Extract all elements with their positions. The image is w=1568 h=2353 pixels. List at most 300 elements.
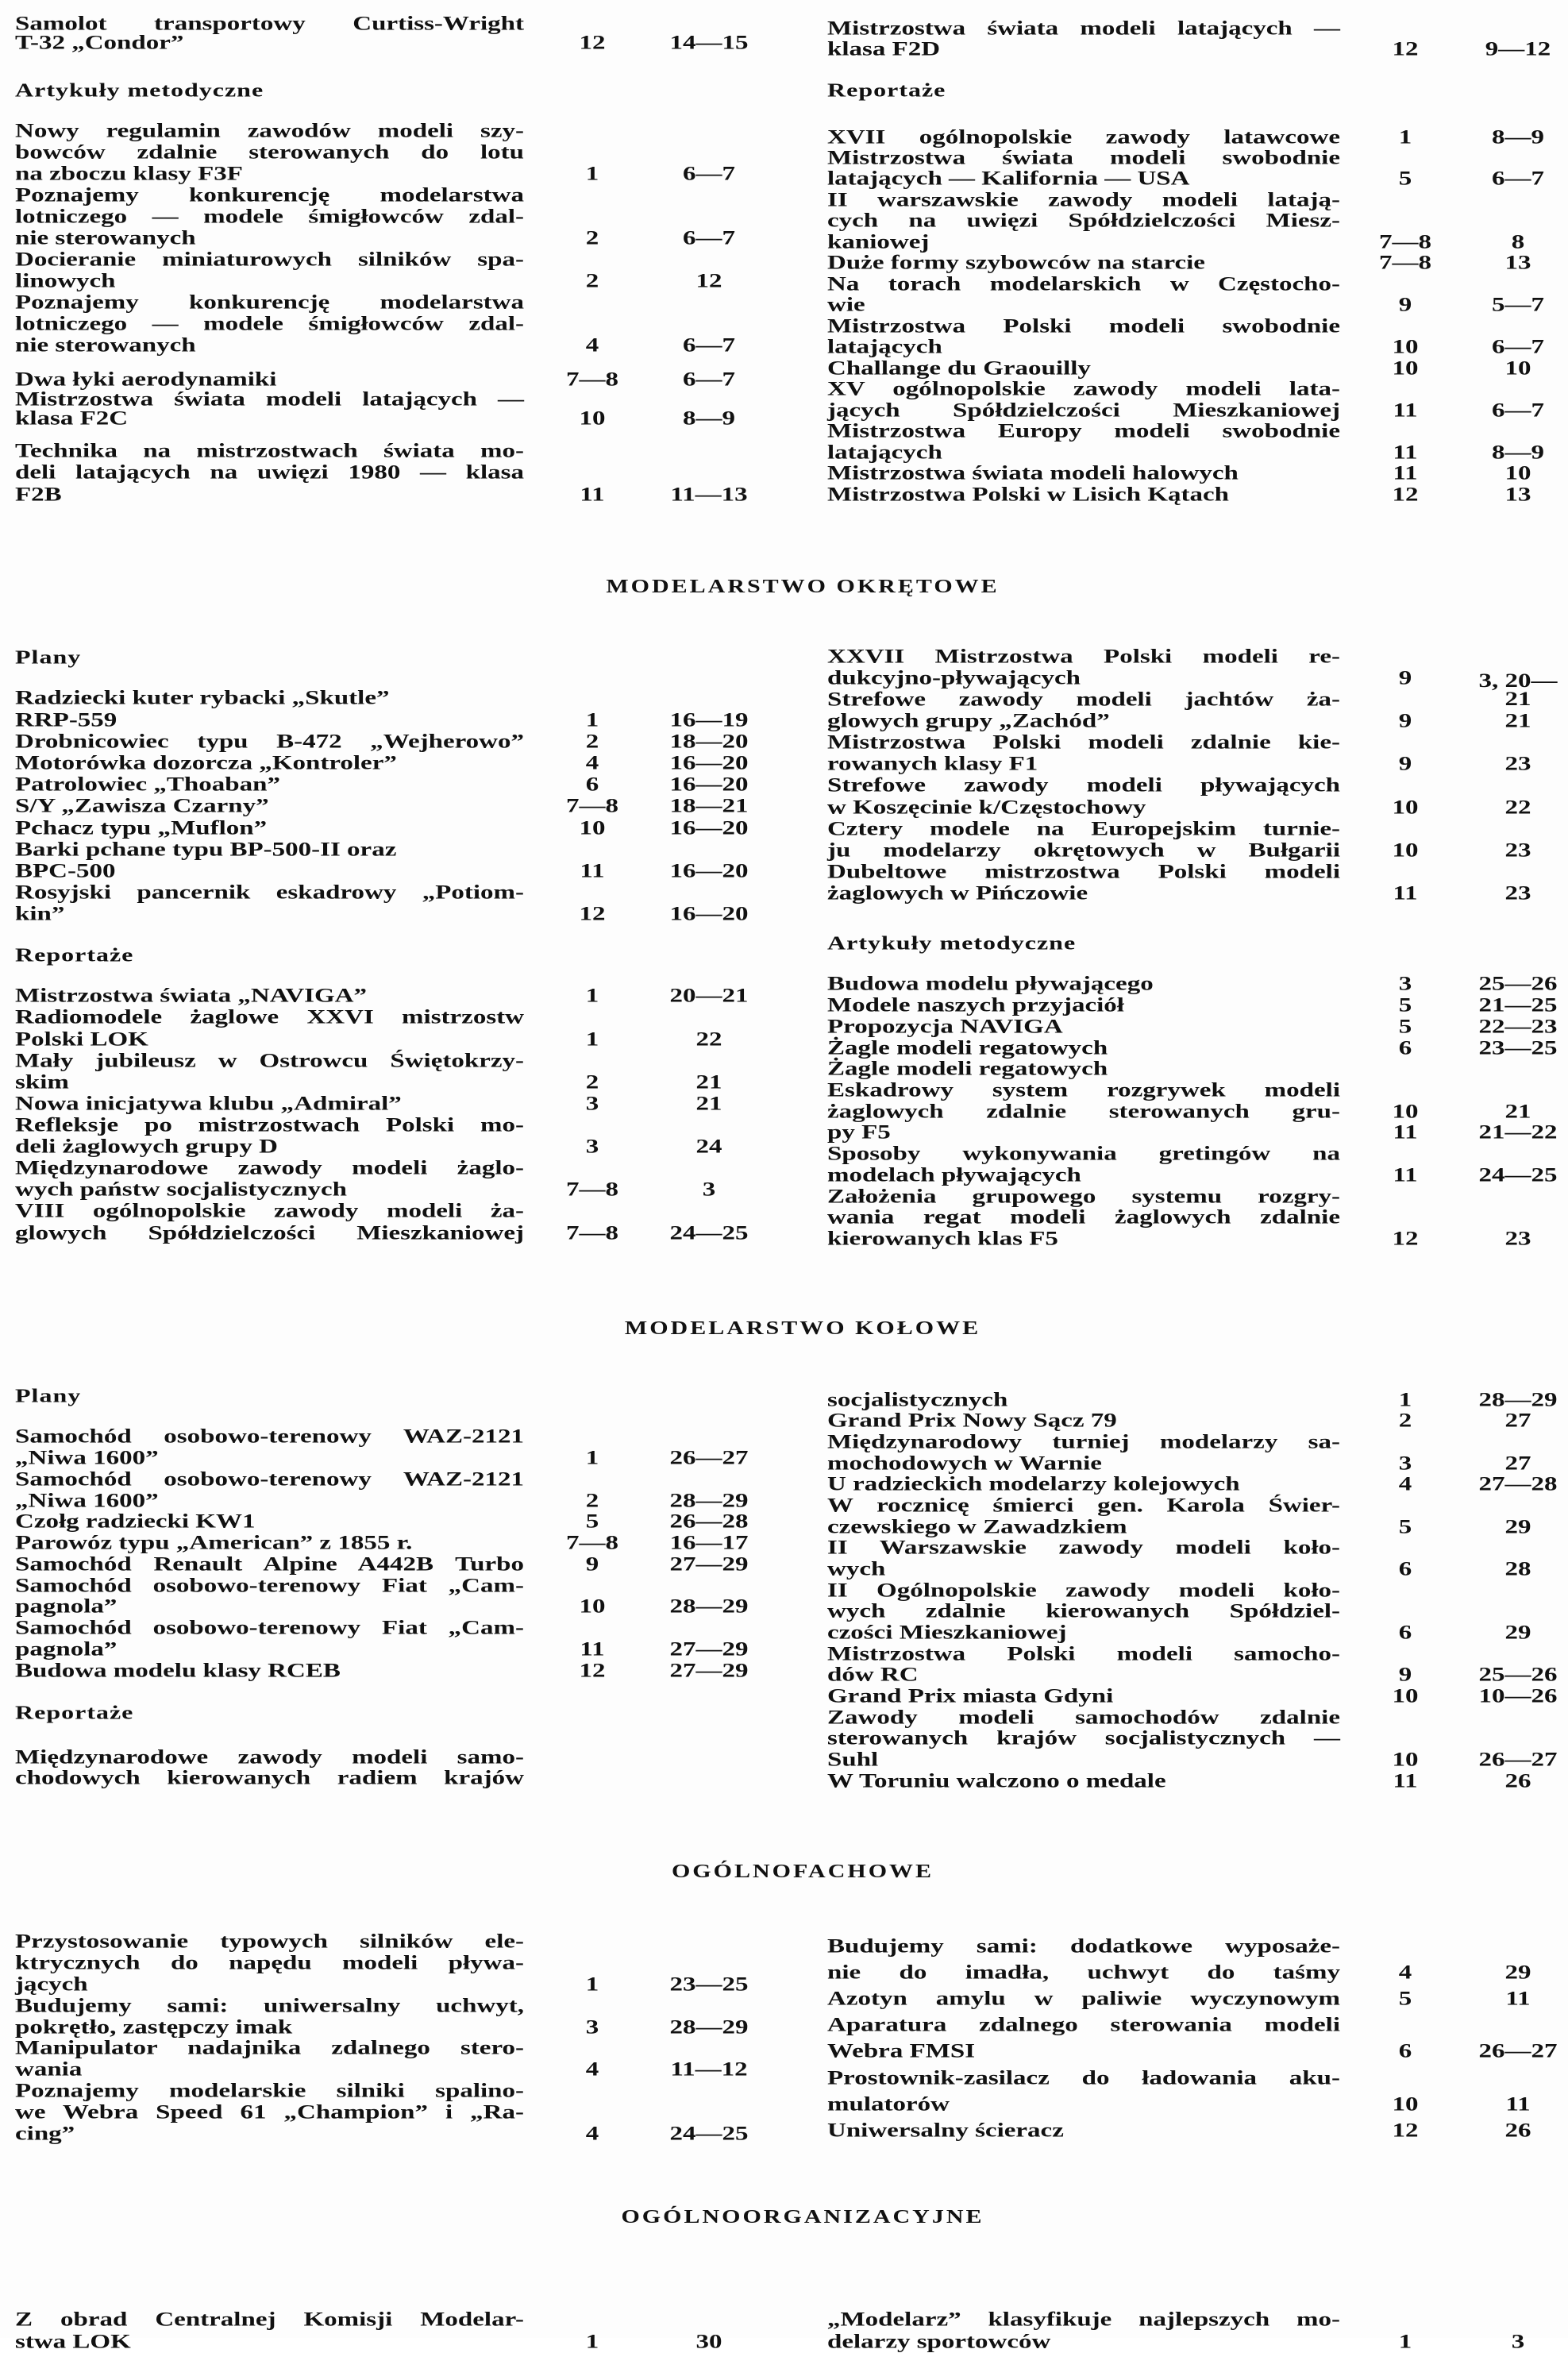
index-entry-line: [15, 32, 524, 55]
page-range: 23: [1504, 1228, 1531, 1250]
entry-title: W Toruniu walczono o medale: [827, 1769, 1166, 1792]
entry-title: deli żaglowych grupy D: [15, 1136, 278, 1158]
entry-title: Duże formy szybowców na starcie: [827, 252, 1205, 274]
index-entry-line: [15, 1996, 524, 2015]
entry-title: nie sterowanych: [15, 227, 196, 249]
index-entry-line: [827, 646, 1340, 668]
entry-title: wie: [827, 294, 865, 316]
entry-title: Na torach modelarskich w Częstocho-: [827, 273, 1340, 295]
issue-number: 2: [585, 227, 599, 249]
entry-title: Budujemy sami: uniwersalny uchwyt,: [15, 1994, 524, 2017]
issue-number: 12: [579, 903, 606, 925]
entry-title: wania: [15, 2058, 83, 2081]
page-range: 8—9: [1492, 125, 1544, 149]
index-entry-line: [827, 1017, 1340, 1036]
page-range: 11: [1505, 1988, 1531, 2010]
page-range: 10: [1504, 357, 1531, 380]
index-entry-line: [827, 731, 1340, 754]
index-entry-line: [827, 168, 1340, 191]
entry-title: mulatorów: [827, 2093, 950, 2116]
index-entry-line: [827, 2069, 1340, 2087]
issue-number: 1: [585, 1028, 599, 1051]
index-entry-line: [827, 1990, 1340, 2008]
subsection-heading: Reportaże: [827, 78, 946, 101]
entry-title: mochodowych w Warnie: [827, 1452, 1102, 1475]
index-entry-line: [15, 1449, 524, 1468]
page-range: 26: [1504, 2120, 1531, 2142]
page-range: 24—25: [1478, 1164, 1558, 1186]
entry-title: Prostownik-zasilacz do ładowania aku-: [827, 2067, 1340, 2089]
issue-number: 2: [585, 1489, 599, 1512]
entry-title: „Niwa 1600”: [15, 1489, 159, 1512]
index-entry-line: [827, 1600, 1340, 1622]
page-range: 29: [1504, 1622, 1531, 1644]
index-entry-line: [15, 1638, 524, 1661]
index-entry-line: [827, 40, 1340, 58]
entry-title: stwa LOK: [15, 2331, 131, 2353]
entry-title: socjalistycznych: [827, 1388, 1008, 1411]
index-entry-line: [827, 820, 1340, 838]
index-entry-line: [15, 773, 524, 796]
issue-number: 11: [580, 483, 605, 506]
entry-title: glowych Spółdzielczości Mieszkaniowej: [15, 1221, 524, 1244]
index-entry-line: [15, 2101, 524, 2123]
page-range: 16—20: [669, 773, 749, 796]
index-entry-line: [15, 797, 524, 816]
page-range: 6—7: [683, 163, 735, 185]
page-range: 23: [1504, 839, 1531, 862]
page-range: 27—29: [669, 1638, 749, 1661]
entry-title: żaglowych zdalnie sterowanych gru-: [827, 1101, 1340, 1123]
index-entry-line: [827, 1961, 1340, 1984]
page-range: 25—26: [1478, 1664, 1558, 1686]
entry-title: Grand Prix Nowy Sącz 79: [827, 1410, 1117, 1432]
issue-number: 1: [585, 1973, 599, 1996]
entry-title: Samochód osobowo-terenowy Fiat „Cam-: [15, 1617, 524, 1639]
section-title: OGÓLNOORGANIZACYJNE: [621, 2206, 984, 2228]
entry-title: Refleksje po mistrzostwach Polski mo-: [15, 1114, 524, 1136]
issue-number: 11: [1393, 441, 1418, 464]
index-entry-line: [15, 208, 524, 226]
issue-number: 10: [1392, 1101, 1419, 1123]
entry-title: Aparatura zdalnego sterowania modeli: [827, 2014, 1340, 2036]
page-range: 6—7: [683, 368, 735, 391]
issue-number: 11: [1393, 882, 1418, 905]
issue-number: 10: [579, 407, 606, 430]
entry-title: na zboczu klasy F3F: [15, 163, 243, 185]
page-range: 16—20: [669, 903, 749, 925]
issue-number: 5: [1398, 994, 1412, 1016]
issue-number: 11: [1393, 462, 1418, 484]
entry-title: ktrycznych do napędu modeli pływa-: [15, 1952, 524, 1974]
issue-number: 9: [1398, 1664, 1412, 1686]
index-entry-line: [827, 1433, 1340, 1451]
issue-number: 10: [1392, 336, 1419, 358]
entry-title: Mistrzostwa Polski modeli swobodnie: [827, 315, 1340, 338]
entry-title: lotniczego — modele śmigłowców zdal-: [15, 313, 524, 335]
index-entry-line: [827, 462, 1340, 484]
page-range: 8—9: [683, 407, 735, 430]
entry-title: Radziecki kuter rybacki „Skutle”: [15, 687, 390, 710]
entry-title: pagnola”: [15, 1595, 118, 1618]
issue-number: 9: [1398, 753, 1412, 776]
page-range: 21: [1504, 710, 1531, 732]
entry-title: Budowa modelu pływającego: [827, 973, 1154, 996]
entry-title: RRP-559: [15, 708, 118, 731]
entry-title: linowych: [15, 270, 116, 292]
index-entry-line: [827, 1666, 1340, 1684]
index-entry-line: [827, 125, 1340, 149]
entry-title: „Modelarz” klasyfikuje najlepszych mo-: [827, 2309, 1340, 2331]
subsection-heading: Plany: [15, 1384, 82, 1406]
page-range: 24: [695, 1136, 722, 1158]
page-range: 27—28: [1478, 1473, 1558, 1495]
index-entry-line: [15, 251, 524, 269]
entry-title: cych na uwięzi Spółdzielczości Miesz-: [827, 210, 1340, 233]
entry-title: W rocznicę śmierci gen. Karola Świer-: [827, 1495, 1340, 1517]
issue-number: 11: [580, 1638, 605, 1661]
page-range: 28—29: [1478, 1388, 1558, 1411]
page-range: 28—29: [669, 2015, 749, 2039]
subsection-heading: Artykuły metodyczne: [15, 78, 264, 101]
index-entry-line: [827, 210, 1340, 233]
index-entry-line: [827, 1060, 1340, 1078]
issue-number: 4: [585, 2123, 599, 2145]
page-range: 8: [1511, 231, 1525, 253]
entry-title: Modele naszych przyjaciół: [827, 994, 1124, 1016]
issue-number: 11: [1393, 1769, 1418, 1792]
issue-number: 7—8: [566, 1221, 618, 1244]
index-entry-line: [15, 1468, 524, 1491]
issue-number: 7—8: [566, 1532, 618, 1554]
page-range: 24—25: [669, 1221, 749, 1244]
entry-title: skim: [15, 1071, 69, 1094]
entry-title: Przystosowanie typowych silników ele-: [15, 1931, 524, 1953]
entry-title: Eskadrowy system rozgrywek modeli: [827, 1079, 1340, 1101]
issue-number: 3: [585, 1136, 599, 1158]
entry-title: latających — Kalifornia — USA: [827, 168, 1190, 191]
entry-title: Zawody modeli samochodów zdalnie: [827, 1706, 1340, 1729]
entry-title: żaglowych w Pińczowie: [827, 882, 1088, 905]
index-entry-line: [827, 1539, 1340, 1557]
entry-title: Technika na mistrzostwach świata mo-: [15, 440, 524, 462]
section-title: OGÓLNOFACHOWE: [671, 1861, 934, 1882]
entry-title: delarzy sportowców: [827, 2331, 1051, 2353]
section-title: MODELARSTWO KOŁOWE: [624, 1317, 981, 1339]
entry-title: Poznajemy konkurencję modelarstwa: [15, 184, 524, 206]
page-range: 11—13: [670, 483, 748, 506]
index-entry-line: [15, 388, 524, 411]
index-entry-line: [827, 1166, 1340, 1184]
index-entry-line: [15, 1028, 524, 1051]
index-entry-line: [15, 2333, 524, 2351]
index-entry-line: [15, 165, 524, 183]
index-entry-line: [827, 191, 1340, 210]
index-entry-line: [15, 1954, 524, 1972]
issue-number: 10: [1392, 2093, 1419, 2116]
entry-title: Propozycja NAVIGA: [827, 1016, 1063, 1038]
entry-title: S/Y „Zawisza Czarny”: [15, 795, 269, 817]
issue-number: 11: [1393, 399, 1418, 422]
issue-number: 12: [579, 1660, 606, 1682]
index-entry-line: [15, 1094, 524, 1113]
entry-title: ju modelarzy okrętowych w Bułgarii: [827, 839, 1340, 862]
issue-number: 3: [1398, 973, 1412, 996]
page-range: 16—17: [669, 1532, 749, 1554]
issue-number: 1: [1398, 125, 1412, 149]
index-entry-line: [15, 1534, 524, 1553]
issue-number: 12: [1392, 2120, 1419, 2142]
page-range: 24—25: [669, 2123, 749, 2145]
entry-title: Docieranie miniaturowych silników spa-: [15, 249, 524, 271]
entry-title: Uniwersalny ścieracz: [827, 2120, 1064, 2142]
issue-number: 10: [1392, 1749, 1419, 1771]
entry-title: Mały jubileusz w Ostrowcu Świętokrzy-: [15, 1049, 524, 1072]
index-entry-line: [15, 2015, 524, 2039]
index-entry-line: [827, 422, 1340, 441]
entry-title: wych państw socjalistycznych: [15, 1178, 347, 1201]
page-range: 5—7: [1492, 294, 1544, 316]
entry-title: Polski LOK: [15, 1028, 148, 1051]
page-range: 16—19: [669, 708, 749, 731]
index-entry-line: [827, 1121, 1340, 1144]
index-entry-line: [15, 2058, 524, 2081]
index-entry-line: [15, 1221, 524, 1244]
index-entry-line: [827, 1185, 1340, 1208]
entry-title: wych zdalnie kierowanych Spółdziel-: [827, 1600, 1340, 1622]
entry-title: BPC-500: [15, 860, 116, 882]
index-entry-line: [15, 368, 524, 391]
index-entry-line: [15, 1114, 524, 1136]
index-entry-line: [15, 1051, 524, 1070]
index-entry-line: [15, 1661, 524, 1680]
entry-title: dukcyjno-pływających: [827, 667, 1081, 689]
issue-number: 10: [1392, 1685, 1419, 1707]
issue-number: 6: [1398, 1036, 1412, 1059]
index-entry-line: [827, 1036, 1340, 1059]
index-entry-line: [827, 17, 1340, 40]
entry-title: II Ogólnopolskie zawody modeli koło-: [827, 1579, 1340, 1602]
issue-number: 1: [585, 1447, 599, 1469]
page-range: 23—25: [1478, 1036, 1558, 1059]
entry-title: Mistrzostwa Polski modeli samocho-: [827, 1642, 1340, 1665]
entry-title: Motorówka dozorcza „Kontroler”: [15, 752, 397, 774]
page-range: 12: [695, 270, 722, 292]
index-entry-line: [15, 2082, 524, 2100]
issue-number: 11: [1393, 1121, 1418, 1144]
issue-number: 12: [579, 32, 606, 55]
entry-title: Samolot transportowy Curtiss-Wright: [15, 13, 524, 35]
index-entry-line: [827, 1706, 1340, 1729]
index-entry-line: [827, 1934, 1340, 1958]
entry-title: Poznajemy konkurencję modelarstwa: [15, 291, 524, 314]
index-entry-line: [827, 2042, 1340, 2061]
entry-title: Mistrzostwa Polski w Lisich Kątach: [827, 483, 1229, 506]
subsection-heading: Reportaże: [15, 943, 134, 966]
issue-number: 1: [585, 985, 599, 1008]
entry-title: Budowa modelu klasy RCEB: [15, 1660, 341, 1682]
index-entry-line: [827, 296, 1340, 314]
page-range: 27: [1504, 1410, 1531, 1432]
index-entry-line: [827, 1727, 1340, 1749]
index-entry-line: [15, 881, 524, 904]
index-entry-line: [827, 774, 1340, 797]
section-title: MODELARSTWO OKRĘTOWE: [606, 576, 1000, 597]
index-entry-line: [15, 1178, 524, 1201]
page-range: 29: [1504, 1961, 1531, 1984]
issue-number: 5: [1398, 1016, 1412, 1038]
index-entry-line: [15, 731, 524, 753]
issue-number: 10: [579, 816, 606, 839]
page-range: 11—12: [670, 2058, 748, 2081]
issue-number: 2: [1398, 1410, 1412, 1432]
entry-title: Challange du Graouilly: [827, 357, 1091, 380]
issue-number: 2: [585, 1071, 599, 1094]
issue-number: 4: [585, 2058, 599, 2081]
issue-number: 1: [585, 2331, 599, 2353]
index-entry-line: [827, 994, 1340, 1016]
entry-title: XVII ogólnopolskie zawody latawcowe: [827, 125, 1340, 149]
entry-title: Założenia grupowego systemu rozgry-: [827, 1185, 1340, 1208]
issue-number: 7—8: [1379, 231, 1431, 253]
entry-title: nie do imadła, uchwyt do taśmy: [827, 1961, 1340, 1984]
entry-title: w Koszęcinie k/Częstochowy: [827, 796, 1146, 819]
page-range: 6—7: [1492, 168, 1544, 191]
index-entry-line: [827, 2311, 1340, 2329]
entry-title: Manipulator nadajnika zdalnego stero-: [15, 2037, 524, 2060]
entry-title: Mistrzostwa Polski modeli zdalnie kie-: [827, 731, 1340, 754]
index-entry-line: [827, 1475, 1340, 1494]
index-entry-line: [827, 1145, 1340, 1163]
page-range: 22: [695, 1028, 722, 1051]
entry-title: „Niwa 1600”: [15, 1447, 159, 1469]
issue-number: 6: [1398, 2040, 1412, 2063]
index-entry-line: [827, 2333, 1340, 2351]
index-entry-line: [827, 233, 1340, 251]
entry-title: we Webra Speed 61 „Champion” i „Ra-: [15, 2101, 524, 2123]
index-entry-line: [15, 1553, 524, 1576]
index-entry-line: [827, 1642, 1340, 1665]
issue-number: 7—8: [566, 795, 618, 817]
issue-number: 5: [1398, 1515, 1412, 1538]
entry-title: Dubeltowe mistrzostwa Polski modeli: [827, 861, 1340, 883]
page-range: 13: [1504, 252, 1531, 274]
page-range: 18—21: [669, 795, 749, 817]
entry-title: Samochód osobowo-terenowy WAZ-2121: [15, 1468, 524, 1491]
index-entry-line: [15, 1006, 524, 1029]
page-range: 25—26: [1478, 973, 1558, 996]
entry-title: bowców zdalnie sterowanych do lotu: [15, 141, 524, 164]
issue-number: 1: [585, 708, 599, 731]
entry-title: jących Spółdzielczości Mieszkaniowej: [827, 399, 1340, 422]
page-range: 27: [1504, 1452, 1531, 1475]
entry-title: Międzynarodowe zawody modeli samo-: [15, 1745, 524, 1769]
index-entry-line: [15, 754, 524, 773]
index-entry-line: [15, 2039, 524, 2058]
page-range: 27—29: [669, 1660, 749, 1682]
page-range: 21—22: [1478, 1121, 1558, 1144]
index-entry-line: [15, 1138, 524, 1156]
issue-number: 3: [585, 2015, 599, 2039]
issue-number: 9: [1398, 294, 1412, 316]
index-entry-line: [827, 399, 1340, 422]
entry-title: kin”: [15, 903, 65, 925]
issue-number: 6: [585, 773, 599, 796]
page-range: 16—20: [669, 860, 749, 882]
index-entry-line: [15, 1576, 524, 1595]
index-entry-line: [827, 1769, 1340, 1792]
entry-title: latających: [827, 336, 942, 358]
index-entry-line: [15, 122, 524, 141]
index-entry-line: [827, 712, 1340, 731]
issue-number: 10: [1392, 796, 1419, 819]
issue-number: 3: [1398, 1452, 1412, 1475]
entry-title: Z obrad Centralnej Komisji Modelar-: [15, 2309, 524, 2331]
entry-title: Żagle modeli regatowych: [827, 1036, 1108, 1059]
page-range: 3: [1511, 2331, 1525, 2353]
page-range: 8—9: [1492, 441, 1544, 464]
entry-title: kierowanych klas F5: [827, 1228, 1058, 1250]
issue-number: 7—8: [1379, 252, 1431, 274]
entry-title: sterowanych krajów socjalistycznych —: [827, 1727, 1340, 1749]
entry-title: Strefowe zawody modeli pływających: [827, 774, 1340, 797]
issue-number: 6: [1398, 1558, 1412, 1580]
page-range: 22: [1504, 796, 1531, 819]
subsection-heading: Plany: [15, 646, 82, 668]
index-entry-line: [827, 338, 1340, 357]
index-entry-line: [827, 380, 1340, 399]
index-entry-line: [827, 315, 1340, 338]
index-entry-line: [827, 2093, 1340, 2116]
entry-title: chodowych kierowanych radiem krajów: [15, 1767, 524, 1789]
issue-number: 11: [1393, 1164, 1418, 1186]
issue-number: 5: [585, 1510, 599, 1533]
page-range: 6—7: [683, 334, 735, 357]
index-entry-line: [15, 1933, 524, 1951]
index-entry-line: [827, 1388, 1340, 1411]
page-range: 6—7: [683, 227, 735, 249]
entry-title: II warszawskie zawody modeli latają-: [827, 189, 1340, 211]
issue-number: 3: [585, 1093, 599, 1115]
entry-title: Cztery modele na Europejskim turnie-: [827, 818, 1340, 840]
index-entry-line: [827, 1230, 1340, 1248]
index-entry-line: [15, 184, 524, 206]
entry-title: Dwa łyki aerodynamiki: [15, 368, 277, 391]
subsection-heading: Reportaże: [15, 1701, 134, 1723]
index-entry-line: [15, 1769, 524, 1787]
page-range: 26—27: [1478, 2040, 1558, 2063]
entry-title: Parowóz typu „American” z 1855 r.: [15, 1532, 413, 1554]
index-entry-line: [15, 272, 524, 291]
page-range: 6—7: [1492, 336, 1544, 358]
index-entry-line: [15, 839, 524, 861]
index-entry-line: [15, 985, 524, 1008]
index-entry-line: [827, 1622, 1340, 1644]
issue-number: 5: [1398, 168, 1412, 191]
entry-title: Mistrzostwa świata „NAVIGA”: [15, 985, 368, 1008]
issue-number: 10: [1392, 357, 1419, 380]
index-entry-line: [15, 1745, 524, 1769]
issue-number: 4: [585, 752, 599, 774]
page-range: 28—29: [669, 1595, 749, 1618]
page-range: 26—27: [1478, 1749, 1558, 1771]
entry-title: T-32 „Condor”: [15, 32, 184, 55]
index-entry-line: [827, 1687, 1340, 1705]
issue-number: 5: [1398, 1988, 1412, 2010]
entry-title: nie sterowanych: [15, 334, 196, 357]
entry-title: klasa F2C: [15, 407, 129, 430]
page-range: 28: [1504, 1558, 1531, 1580]
